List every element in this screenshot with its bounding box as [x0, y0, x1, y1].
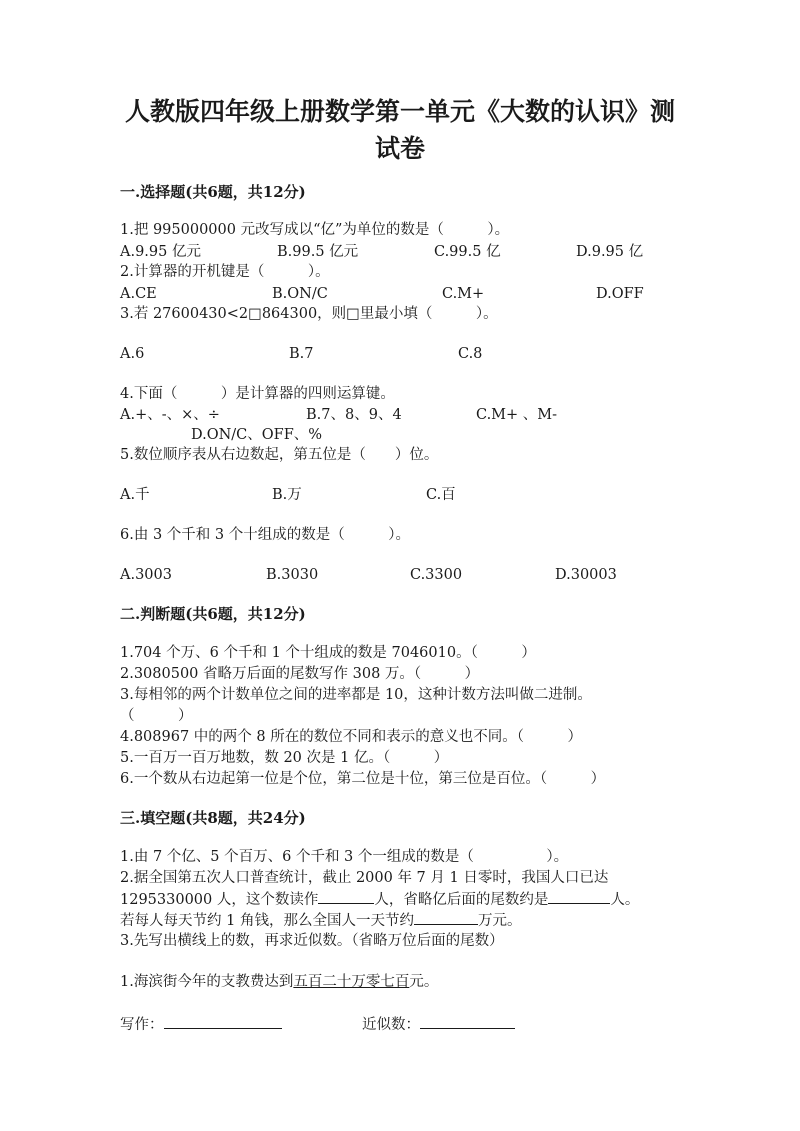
approx-yi-blank[interactable] [548, 889, 610, 904]
judge-item-3-blank: （ ） [120, 708, 193, 724]
q1-option-d: D.9.95 亿 [576, 244, 644, 260]
q2-option-d: D.OFF [596, 286, 644, 302]
approx-row [362, 1014, 515, 1035]
q4-option-d: D.ON/C、OFF、% [191, 427, 323, 443]
fill-q2-line1: 2.据全国第五次人口普查统计，截止 2000 年 7 月 1 日零时，我国人口已达 [120, 870, 609, 886]
title-line-1: 人教版四年级上册数学第一单元《大数的认识》测 [124, 97, 675, 126]
q3-text: 3.若 27600430<2□864300，则□里最小填（ ）。 [120, 306, 498, 322]
reading-blank[interactable] [318, 889, 374, 904]
judge-item-5: 5.一百万一百万地数，数 20 次是 1 亿。（ ） [120, 750, 449, 766]
sub1-underlined-number: 五百二十万零七百 [293, 974, 410, 990]
q5-text: 5.数位顺序表从右边数起，第五位是（ ）位。 [120, 447, 439, 463]
title-line-2: 试卷 [374, 134, 425, 163]
q3-option-b: B.7 [289, 346, 314, 362]
q6-option-d: D.30003 [555, 567, 617, 583]
fill-q2-part1: 1295330000 人，这个数读作 [120, 892, 319, 908]
section-2-heading: 二.判断题(共6题，共12分) [120, 605, 306, 623]
q2-option-c: C.M+ [442, 286, 485, 302]
q4-text: 4.下面（ ）是计算器的四则运算键。 [120, 386, 395, 402]
judge-item-4: 4.808967 中的两个 8 所在的数位不同和表示的意义也不同。（ ） [120, 729, 582, 745]
q4-option-b: B.7、8、9、4 [306, 407, 402, 423]
fill-q3: 3.先写出横线上的数，再求近似数。（省略万位后面的尾数） [120, 933, 504, 949]
q2-option-a: A.CE [120, 286, 157, 302]
write-label: 写作： [120, 1017, 164, 1033]
savings-blank[interactable] [414, 910, 478, 925]
fill-q2c-part1: 若每人每天节约 1 角钱，那么全国人一天节约 [120, 913, 414, 929]
q5-option-b: B.万 [272, 487, 302, 503]
sub1-prefix: 1.海滨街今年的支教费达到 [120, 974, 294, 990]
q2-option-b: B.ON/C [272, 286, 328, 302]
judge-item-6: 6.一个数从右边起第一位是个位，第二位是十位，第三位是百位。（ ） [120, 771, 606, 787]
write-blank[interactable] [164, 1014, 282, 1029]
fill-q2-line2 [120, 889, 639, 910]
q1-option-c: C.99.5 亿 [434, 244, 501, 260]
q6-text: 6.由 3 个千和 3 个十组成的数是（ ）。 [120, 527, 410, 543]
q4-option-a: A.+、-、×、÷ [120, 407, 220, 423]
approx-label: 近似数： [362, 1017, 420, 1033]
fill-q2-part3: 人。 [610, 892, 640, 908]
section-3-heading: 三.填空题(共8题，共24分) [120, 809, 306, 827]
q3-option-a: A.6 [120, 346, 145, 362]
judge-item-1: 1.704 个万、6 个千和 1 个十组成的数是 7046010。（ ） [120, 645, 536, 661]
q4-option-c: C.M+ 、M- [476, 407, 558, 423]
q6-option-b: B.3030 [266, 567, 319, 583]
q5-option-a: A.千 [120, 487, 150, 503]
q2-text: 2.计算器的开机键是（ ）。 [120, 264, 330, 280]
fill-q2c-part2: 万元。 [477, 913, 522, 929]
q1-option-b: B.99.5 亿元 [277, 244, 359, 260]
section-1-heading: 一.选择题(共6题，共12分) [120, 183, 306, 201]
fill-q3-sub1 [120, 972, 438, 992]
q6-option-a: A.3003 [120, 567, 172, 583]
fill-q1: 1.由 7 个亿、5 个百万、6 个千和 3 个一组成的数是（ ）。 [120, 849, 569, 865]
approx-blank[interactable] [420, 1014, 515, 1029]
write-row [120, 1014, 282, 1035]
q3-option-c: C.8 [458, 346, 483, 362]
q1-text: 1.把 995000000 元改写成以“亿”为单位的数是（ ）。 [120, 222, 510, 238]
q5-option-c: C.百 [426, 487, 456, 503]
sub1-suffix: 元。 [409, 974, 439, 990]
judge-item-2: 2.3080500 省略万后面的尾数写作 308 万。（ ） [120, 666, 480, 682]
fill-q2-part2: 人，省略亿后面的尾数约是 [374, 892, 549, 908]
q6-option-c: C.3300 [410, 567, 463, 583]
q1-option-a: A.9.95 亿元 [120, 244, 201, 260]
judge-item-3: 3.每相邻的两个计数单位之间的进率都是 10，这种计数方法叫做二进制。 [120, 687, 592, 703]
fill-q2-line3 [120, 910, 521, 931]
